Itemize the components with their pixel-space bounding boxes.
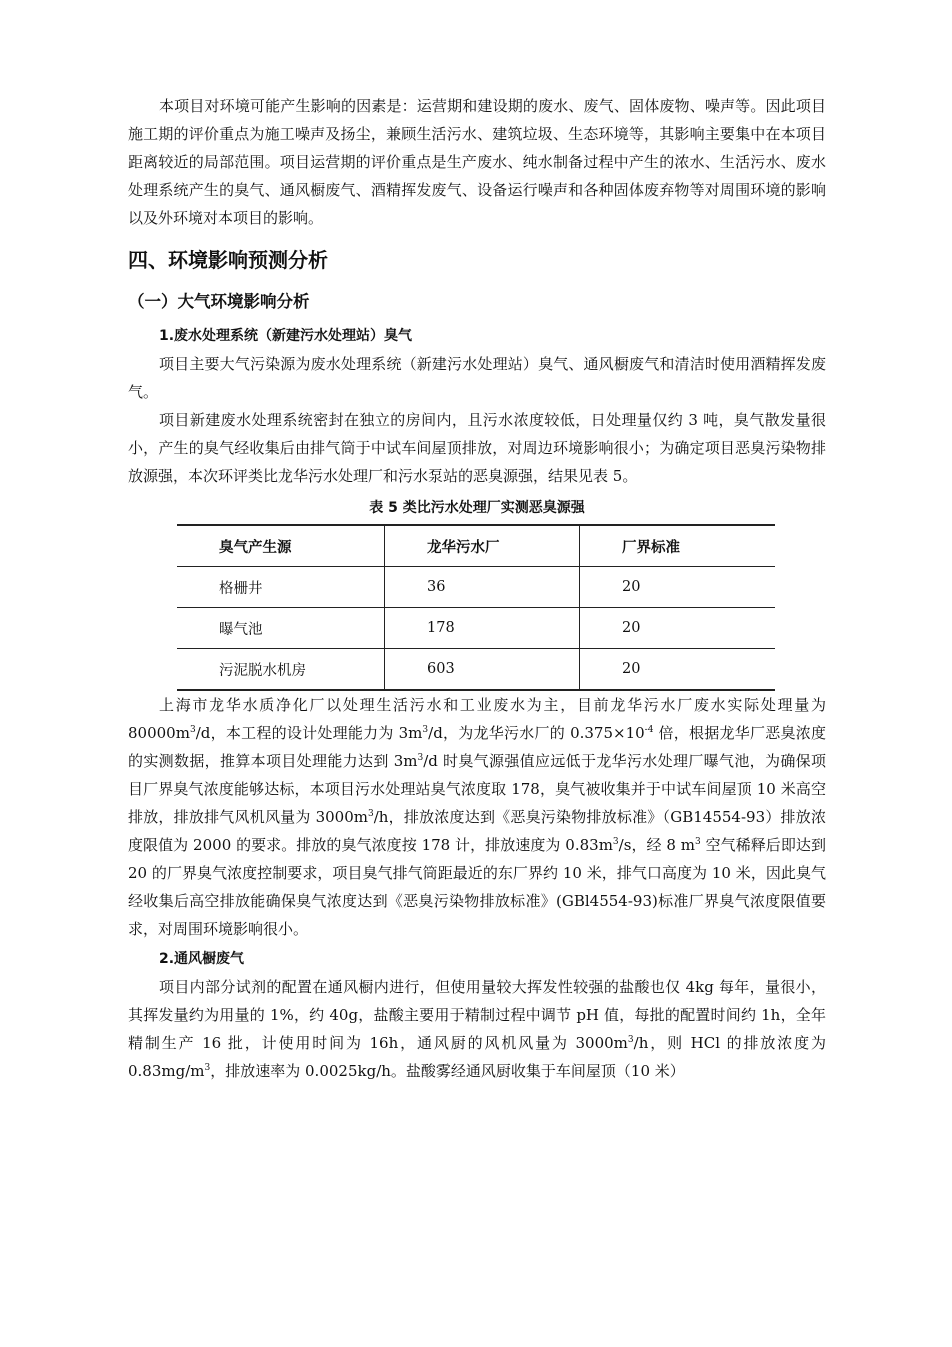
item-heading-fume-hood: 2.通风橱废气	[159, 951, 245, 967]
table-cell: 20	[580, 649, 776, 691]
odor-paragraph-3: 上海市龙华水质净化厂以处理生活污水和工业废水为主，目前龙华污水厂废水实际处理量为 $80000m^3/d$，本工程的设计处理能力为 $3m^3/d$，为龙华污水厂的 $0.375\times 10^{-4}$ 倍，根据龙华厂恶臭浓度的实测数据，推算本项目处理能力达到 $3m^3/d$ 时臭气源强值应远低于龙华污水处理厂曝气池，为确保项目厂界臭气浓度能够达标，本项目污水处理站臭气浓度取 178，臭气被收集并于中试车间屋顶 10 米高空排放，排放排气风机风量为 $3000m^3/h$，排放浓度达到《恶臭污染物排放标准》（GB14554-93）排放浓度限值为 2000 的要求。排放的臭气浓度按 178 计，排放速度为 $0.83m^3/s$，经 8 $m^3$ 空气稀释后即达到 20 的厂界臭气浓度控制要求，项目臭气排气筒距最近的东厂界约 10 米，排气口高度为 10 米，因此臭气经收集后高空排放能确保臭气浓度达到《恶臭污染物排放标准》(GBl4554-93)标准厂界臭气浓度限值要求，对周围环境影响很小。	[128, 696, 826, 938]
table-cell: 20	[580, 608, 776, 649]
intro-paragraph: 本项目对环境可能产生影响的因素是：运营期和建设期的废水、废气、固体废物、噪声等。因此项目施工期的评价重点为施工噪声及扬尘，兼顾生活污水、建筑垃圾、生态环境等，其影响主要集中在本项目距离较近的局部范围。项目运营期的评价重点是生产废水、纯水制备过程中产生的浓水、生活污水、废水处理系统产生的臭气、通风橱废气、酒精挥发废气、设备运行噪声和各种固体废弃物等对周围环境的影响以及外环境对本项目的影响。	[128, 97, 826, 227]
section-heading: 四、环境影响预测分析	[128, 248, 328, 272]
odor-paragraph-1: 项目主要大气污染源为废水处理系统（新建污水处理站）臭气、通风橱废气和清洁时使用酒精挥发废气。	[128, 355, 826, 401]
table-cell: 格栅井	[177, 567, 385, 608]
table-cell: 污泥脱水机房	[177, 649, 385, 691]
table-row	[177, 567, 775, 608]
subsection-heading: （一）大气环境影响分析	[128, 292, 310, 311]
fume-hood-paragraph: 项目内部分试剂的配置在通风橱内进行，但使用量较大挥发性较强的盐酸也仅 4kg 每年，量很小，其挥发量约为用量的 1%，约 40g，盐酸主要用于精制过程中调节 pH 值，每批的配置时间约 1h，全年精制生产 16 批，计使用时间为 16h，通风厨的风机风量为 $3000m^3/h$，则 HCl 的排放浓度为 $0.83mg/m^3$，排放速率为 0.0025kg/h。盐酸雾经通风厨收集于车间屋顶（10 米）	[128, 978, 827, 1080]
table-cell: 20	[580, 567, 776, 608]
table-cell: 36	[385, 567, 580, 608]
table-header-cell: 龙华污水厂	[385, 525, 580, 567]
table-cell: 603	[385, 649, 580, 691]
odor-paragraph-2: 项目新建废水处理系统密封在独立的房间内，且污水浓度较低，日处理量仅约 3 吨，臭气散发量很小，产生的臭气经收集后由排气筒于中试车间屋顶排放，对周边环境影响很小；为确定项目恶臭污染物排放源强，本次环评类比龙华污水处理厂和污水泵站的恶臭源强，结果见表 5。	[128, 411, 826, 485]
table-header-cell: 臭气产生源	[177, 525, 385, 567]
table-caption: 表 5 类比污水处理厂实测恶臭源强	[369, 500, 585, 516]
table-header-row	[177, 525, 775, 567]
item-heading-odor: 1.废水处理系统（新建污水处理站）臭气	[159, 328, 413, 344]
table-row	[177, 608, 775, 649]
table-row	[177, 649, 775, 691]
table-cell: 178	[385, 608, 580, 649]
table-cell: 曝气池	[177, 608, 385, 649]
document-page	[128, 92, 826, 1085]
odor-source-table	[177, 524, 775, 691]
table-header-cell: 厂界标准	[580, 525, 776, 567]
